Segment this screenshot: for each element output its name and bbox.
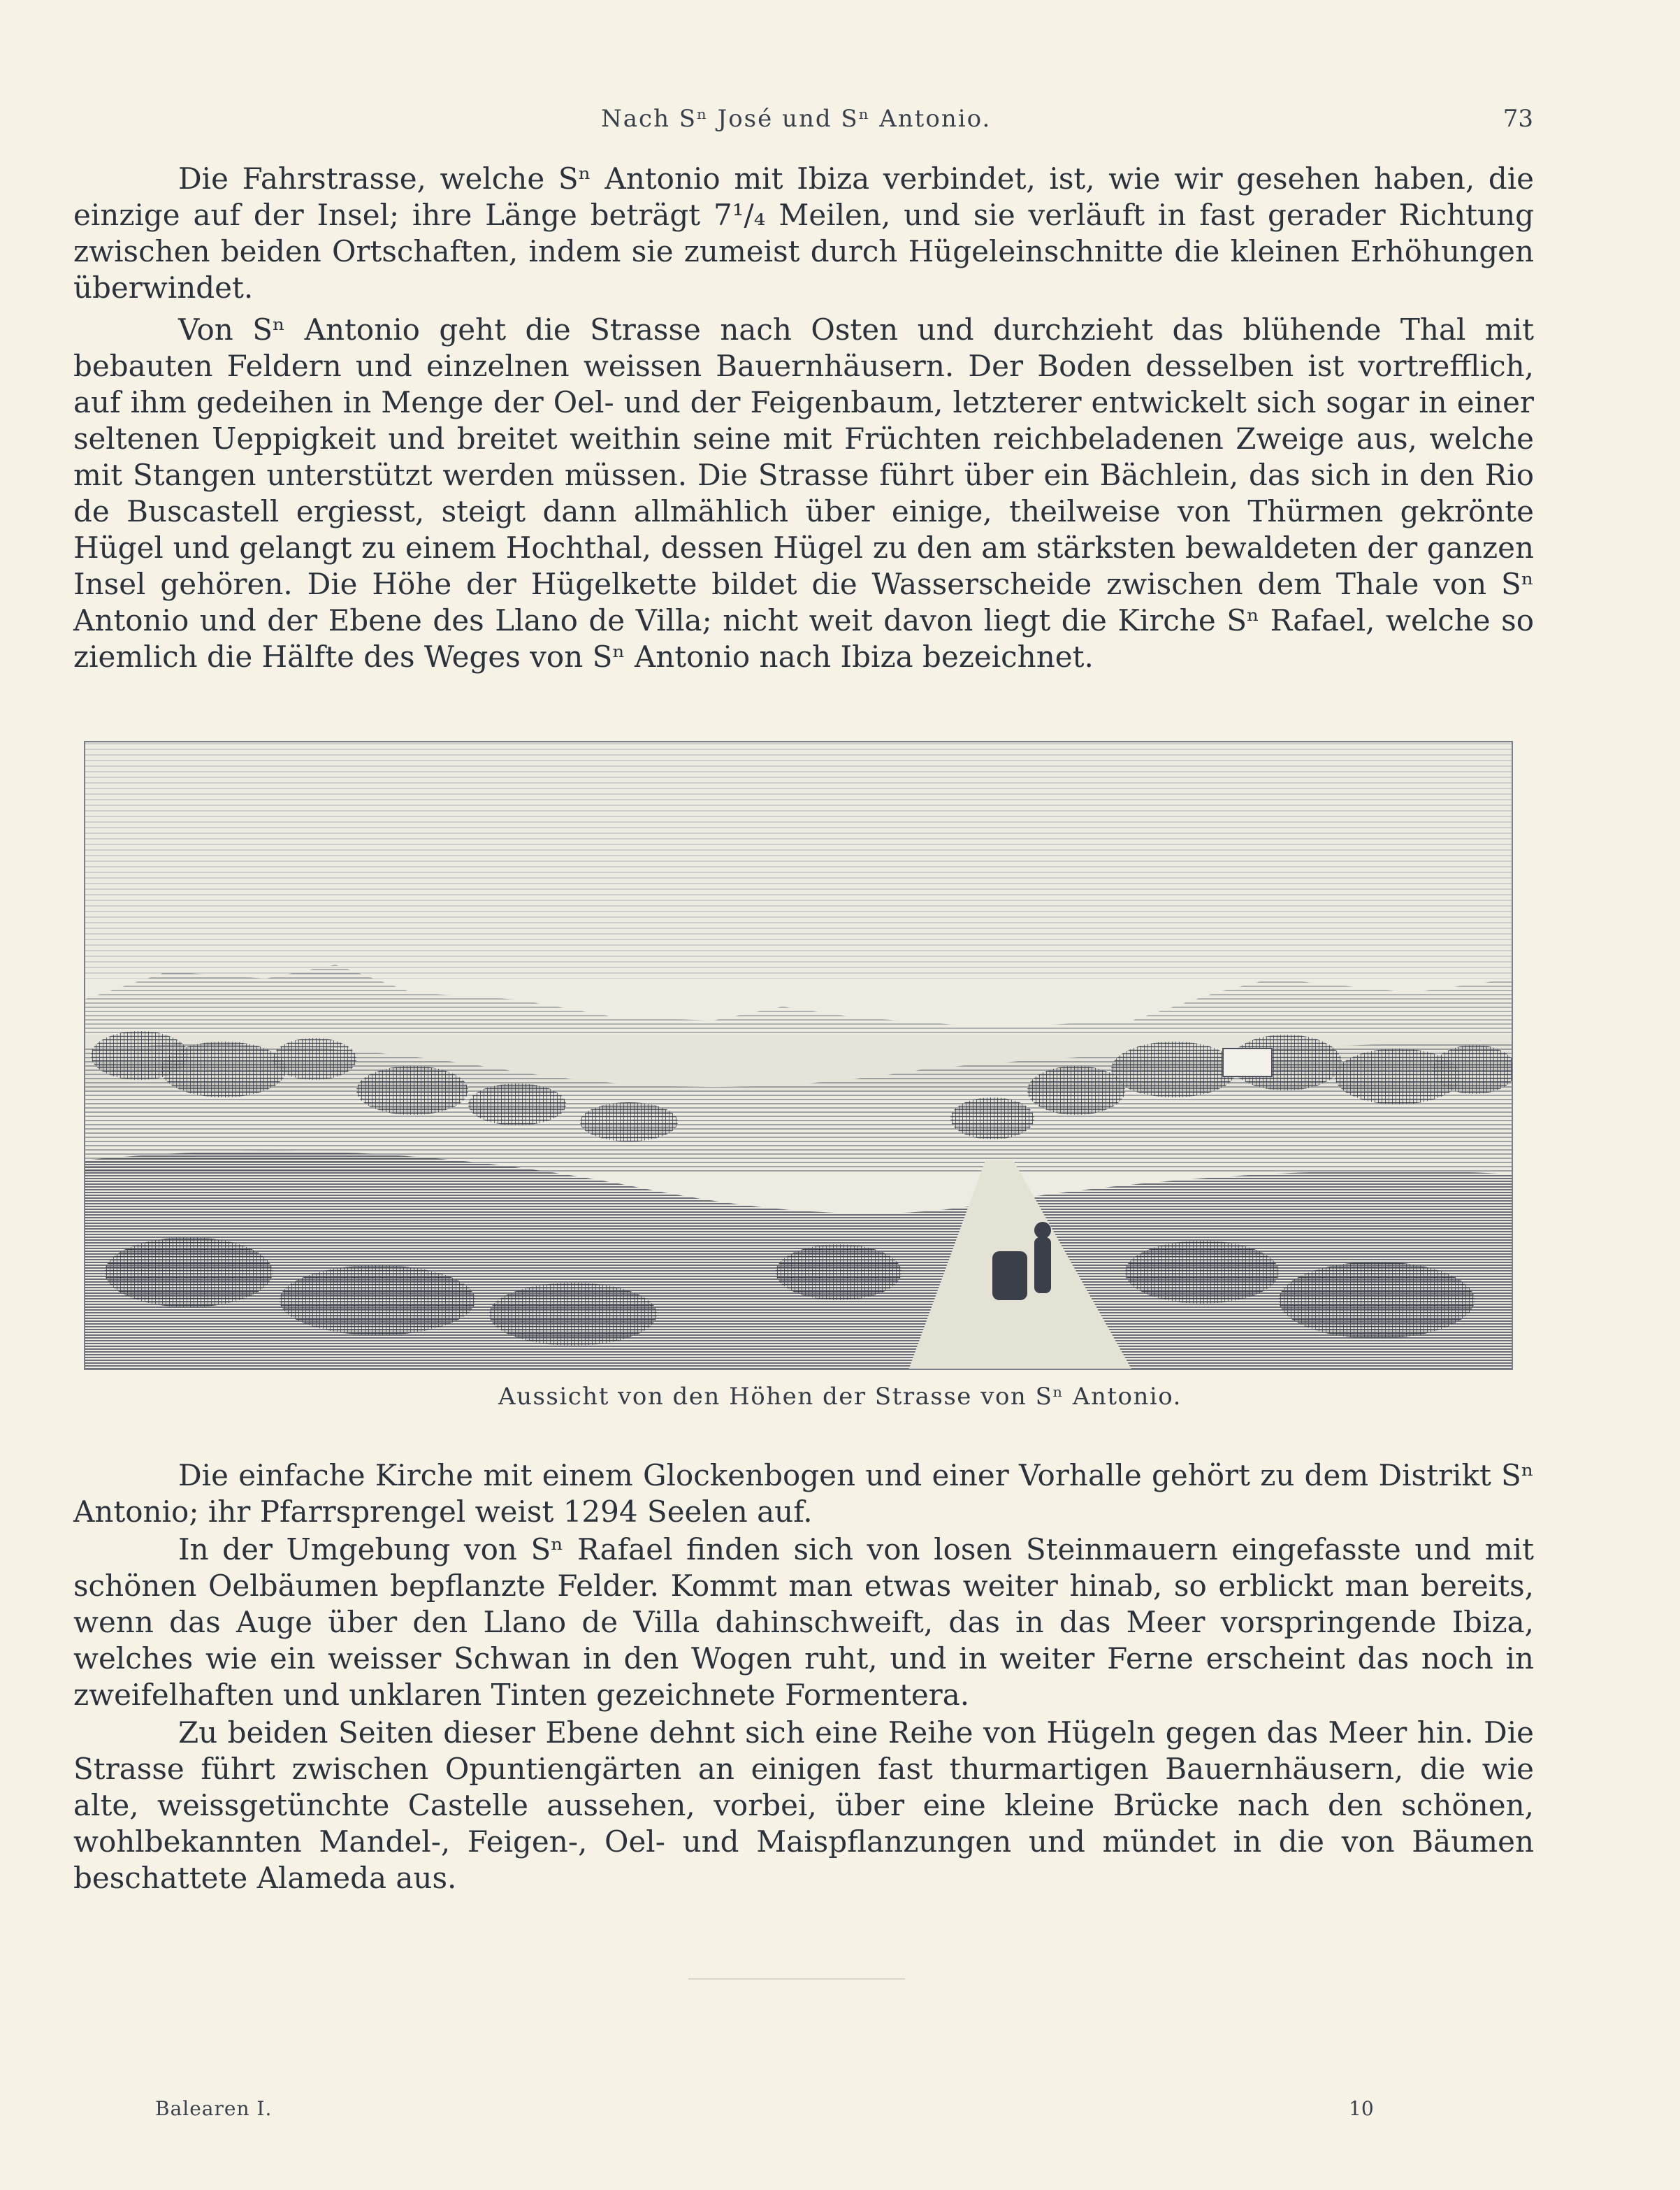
divider-rule: [688, 1978, 905, 1980]
page-number: 73: [1502, 105, 1533, 133]
footer-signature: Balearen I.: [155, 2097, 273, 2120]
engraving-sky: [84, 741, 1513, 979]
engraving-landscape: [84, 741, 1513, 1370]
running-head-title: Nach Sⁿ José und Sⁿ Antonio.: [601, 105, 992, 133]
paragraph-umgebung: In der Umgebung von Sⁿ Rafael finden sich von losen Steinmauern eingefasste und mit schönen Oelbäumen bepflanzte Felder. Kommt man etwas weiter hinab, so erblickt man bereits, wenn das Auge über den Llano de Villa dahinschweift, das in das Meer vorspringende Ibiza, welches wie ein weisser Schwan in den Wogen ruht, und in weiter Ferne erscheint das noch in zweifelhaften und unklaren Tinten gezeichnete Formentera.: [73, 1532, 1534, 1712]
text-block-lower: [73, 1457, 1534, 1896]
running-head: [0, 105, 1680, 140]
paragraph-kirche: Die einfache Kirche mit einem Glockenbogen und einer Vorhalle gehört zu dem Distrikt Sⁿ Antonio; ihr Pfarrsprengel weist 1294 Seelen auf.: [73, 1458, 1534, 1529]
engraving-farmhouse: [1223, 1049, 1272, 1076]
footer-sheet-number: 10: [1349, 2097, 1374, 2120]
paragraph-von-antonio: Von Sⁿ Antonio geht die Strasse nach Osten und durchzieht das blühende Thal mit bebauten Feldern und einzelnen weissen Bauernhäusern. Der Boden desselben ist vortrefflich, auf ihm gedeihen in Menge der Oel- und der Feigenbaum, letzterer entwickelt sich sogar in einer seltenen Ueppigkeit und breitet weithin seine mit Früchten reichbeladenen Zweige aus, welche mit Stangen unterstützt werden müssen. Die Strasse führt über ein Bächlein, das sich in den Rio de Buscastell ergiesst, steigt dann allmählich über einige, theilweise von Thürmen gekrönte Hügel und gelangt zu einem Hochthal, dessen Hügel zu den am stärksten bewaldeten der ganzen Insel gehören. Die Höhe der Hügelkette bildet die Wasserscheide zwischen dem Thale von Sⁿ Antonio und der Ebene des Llano de Villa; nicht weit davon liegt die Kirche Sⁿ Rafael, welche so ziemlich die Hälfte des Weges von Sⁿ Antonio nach Ibiza bezeichnet.: [73, 312, 1534, 674]
text-block-upper: [73, 161, 1534, 675]
figure-caption: Aussicht von den Höhen der Strasse von Sⁿ Antonio.: [498, 1383, 1182, 1411]
paragraph-ebene: Zu beiden Seiten dieser Ebene dehnt sich eine Reihe von Hügeln gegen das Meer hin. Die Strasse führt zwischen Opuntiengärten an einigen fast thurmartigen Bauernhäusern, die wie alte, weissgetünchte Castelle aussehen, vorbei, über eine kleine Brücke nach den schönen, wohlbekannten Mandel-, Feigen-, Oel- und Maispflanzungen und mündet in die von Bäumen beschattete Alameda aus.: [73, 1715, 1534, 1895]
engraving-illustration: [84, 741, 1513, 1370]
paragraph-fahrstrasse: Die Fahrstrasse, welche Sⁿ Antonio mit Ibiza verbindet, ist, wie wir gesehen haben, die einzige auf der Insel; ihre Länge beträgt 7¹/₄ Meilen, und sie verläuft in fast gerader Richtung zwischen beiden Ortschaften, indem sie zumeist durch Hügeleinschnitte die kleinen Erhöhungen überwindet.: [73, 161, 1534, 305]
